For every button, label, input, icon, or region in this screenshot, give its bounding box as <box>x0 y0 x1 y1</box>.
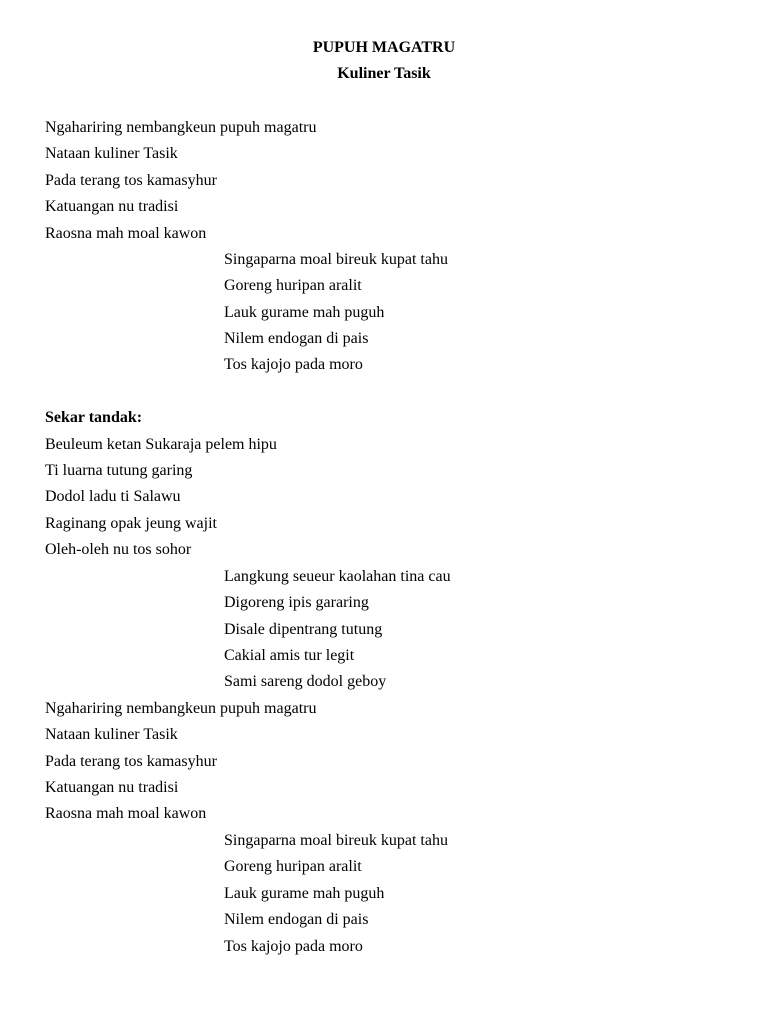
verse-line: Pada terang tos kamasyhur <box>45 753 217 770</box>
indented-verse-line: Nilem endogan di pais <box>224 911 369 928</box>
indented-verse-line: Sami sareng dodol geboy <box>224 673 387 690</box>
indented-verse-line: Nilem endogan di pais <box>224 330 369 347</box>
document-subtitle: Kuliner Tasik <box>337 65 431 82</box>
indented-verse-line: Digoreng ipis gararing <box>224 594 369 611</box>
indented-verse-line: Lauk gurame mah puguh <box>224 885 385 902</box>
indented-verse-line: Langkung seueur kaolahan tina cau <box>224 568 451 585</box>
verse-line: Ti luarna tutung garing <box>45 462 193 479</box>
verse-line: Katuangan nu tradisi <box>45 779 179 796</box>
indented-verse-line: Singaparna moal bireuk kupat tahu <box>224 251 448 268</box>
verse-line: Nataan kuliner Tasik <box>45 145 178 162</box>
indented-verse-line: Cakial amis tur legit <box>224 647 355 664</box>
verse-line: Dodol ladu ti Salawu <box>45 488 181 505</box>
verse-line: Oleh-oleh nu tos sohor <box>45 541 192 558</box>
verse-line: Ngahariring nembangkeun pupuh magatru <box>45 119 317 136</box>
verse-line: Raosna mah moal kawon <box>45 225 207 242</box>
indented-verse-line: Tos kajojo pada moro <box>224 938 363 955</box>
section-heading: Sekar tandak: <box>45 409 143 426</box>
indented-verse-line: Lauk gurame mah puguh <box>224 304 385 321</box>
indented-verse-line: Tos kajojo pada moro <box>224 356 363 373</box>
verse-line: Ngahariring nembangkeun pupuh magatru <box>45 700 317 717</box>
indented-verse-line: Goreng huripan aralit <box>224 858 362 875</box>
indented-verse-line: Singaparna moal bireuk kupat tahu <box>224 832 448 849</box>
verse-line: Nataan kuliner Tasik <box>45 726 178 743</box>
verse-line: Raginang opak jeung wajit <box>45 515 217 532</box>
verse-line: Raosna mah moal kawon <box>45 805 207 822</box>
verse-line: Pada terang tos kamasyhur <box>45 172 217 189</box>
document-title: PUPUH MAGATRU <box>312 39 456 56</box>
verse-line: Katuangan nu tradisi <box>45 198 179 215</box>
indented-verse-line: Goreng huripan aralit <box>224 277 362 294</box>
verse-line: Beuleum ketan Sukaraja pelem hipu <box>45 436 277 453</box>
indented-verse-line: Disale dipentrang tutung <box>224 621 383 638</box>
